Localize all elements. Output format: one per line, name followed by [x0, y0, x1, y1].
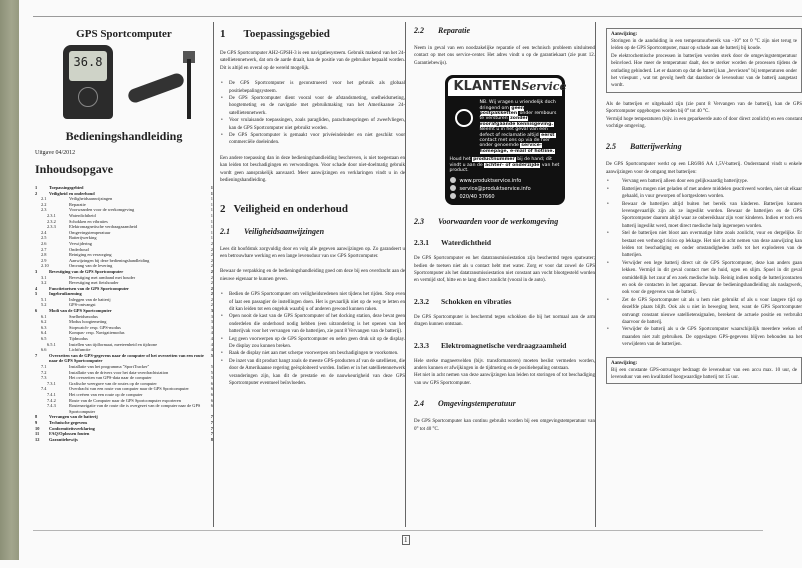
toc-page: 3 [210, 324, 213, 330]
toc-number: 2.7 [41, 246, 47, 252]
sec21-bullets [220, 291, 405, 387]
sec1-bullets [220, 80, 405, 147]
no-parcel-icon [455, 109, 473, 127]
service-product-number-note: Houd het productnummer bij de hand; dit vindt u aan de achter- of onderzijde van het product. [449, 157, 560, 174]
toc-page: 1 [210, 224, 213, 230]
toc-text: Stopwatch- resp. GPS-modus [69, 324, 121, 330]
sec1-intro: De GPS Sportcomputer AH2-GPSH-3 is een navigatiesysteem. Gebruik makend van het 24-satellietennetwerk, dat om de aarde draait, kan de positie van de gebruiker bepaald worden. Dit is altijd en overal op de wereld mogelijk. [220, 51, 405, 71]
toc-text: GPS-ontvangst [69, 302, 96, 308]
list-item: • Bewaar de batterijen altijd buiten het bereik van kinderen. Batterijen kunnen levensgevaarlijk zijn als ze ingeslikt worden. Bewaar de batterijen en de GPS Sportcomputer daarom altijd waar ze onbereikbaar zijn voor kinderen. Indien er toch een batterij ingeslikt werd, moet direct medische hulp ingeroepen worden. [606, 201, 802, 231]
toc-number: 2.8 [41, 252, 47, 258]
toc-number: 8 [35, 414, 38, 420]
toc-number: 11 [35, 431, 40, 437]
toc-number: 7.3 [41, 375, 47, 381]
sec22-p1: Neem in geval van een noodzakelijke reparatie of een technisch probleem uitsluitend contact op met ons service-center. Het adres vindt u op de garantiekaart (zie punt 12. Garantiebewijs). [414, 46, 595, 66]
sec24-after-p1: Als de batterijen er uitgehaald zijn (zie punt 8 Vervangen van de batterij), kan de GPS Sportcomputer opgeborgen worden bij 0° tot 40 °C. [606, 101, 802, 115]
toc-number: 4 [35, 285, 38, 291]
toc-text: Routenavigatie van de route die is overgezet van de computer naar de GPS Sportcomputer [69, 403, 201, 414]
toc-text: Het creëren van een route op de computer [69, 391, 143, 397]
note-p: Bij een constante GPS-ontvanger bedraagt de levensduur van een accu max. 10 uur, de levensduur van een kwalitatief hoogwaardige batterij tot 15 uur. [611, 367, 797, 381]
toc-page: 1 [210, 218, 213, 224]
sec21-p2: Bewaar de verpakking en de bedieningshandleiding goed om deze bij een overdracht aan de nieuwe eigenaar te kunnen geven. [220, 269, 405, 282]
toc-page: 6 [210, 380, 213, 386]
toc-text: Instellen van tijdformaat, meeteenheid en tijdzone [69, 341, 158, 347]
toc-number: 7.2 [41, 369, 47, 375]
toc-page: 1 [210, 229, 213, 235]
sec233-p2: Het niet in acht nemen van deze aanwijzingen kan leiden tot storingen of tot beschadiging van uw GPS Sportcomputer. [414, 373, 595, 386]
toc-page: 6 [210, 397, 213, 403]
section-2-4-heading: 2.4 Omgevingstemperatuur [414, 399, 516, 409]
toc-text: Inleggen van de batterij [69, 296, 111, 302]
section-2-3-2-heading: 2.3.2 Schokken en vibraties [414, 296, 512, 306]
list-item: • De GPS Sportcomputer is geconstrueerd voor het gebruik als globaal positiebepalingsysteem. [220, 80, 405, 95]
toc-number: 6.6 [41, 347, 47, 353]
section-2-3-heading [414, 217, 595, 226]
toc-number: 7.4.2 [47, 397, 56, 403]
toc-number: 3 [35, 268, 38, 274]
toc-number: 5 [35, 291, 38, 297]
toc-page: 2 [210, 296, 213, 302]
sec25-bullets [606, 178, 802, 348]
toc-text: Omvang van de levering [69, 263, 113, 269]
toc-text: Overzetten van de GPS-gegevens naar de computer of het overzetten van een route naar de GPS Sportcomputer [49, 352, 204, 364]
toc-page: 1 [210, 212, 213, 218]
device-display: 36.8 [69, 51, 107, 81]
note-title: Aanwijzing: [611, 360, 638, 366]
toc-text: Omgevingstemperatuur [69, 229, 111, 235]
toc-number: 7.4.1 [47, 391, 56, 397]
toc-page: 5 [210, 369, 213, 375]
toc-page: 4 [210, 341, 213, 347]
section-title: Toepassingsgebied [243, 28, 330, 40]
toc-page: 7 [210, 431, 213, 437]
manual-title: Bedieningshandleiding [65, 129, 183, 143]
sec231-p: De GPS Sportcomputer en het datatransmissiestation zijn beschermd tegen spatwater; bedien de toetsen niet als u contact hebt met water. Zorg er voor dat zowel de GPS Sportcomputer als het datatransmissiestation niet constant aan vocht blootgesteld worden en vermijd stof, hitte en te lang direct zonlicht (vooral in de auto). [414, 256, 595, 284]
toc-page: 6 [210, 386, 213, 392]
service-brand: KLANTENService [448, 78, 562, 96]
toc-number: 9 [35, 419, 38, 425]
toc-page: 2 [210, 268, 213, 274]
toc-page: 5 [210, 364, 213, 369]
toc-page: 6 [210, 391, 213, 397]
globe-icon [78, 87, 98, 107]
toc-page: 2 [210, 240, 213, 246]
toc-number: 3.2 [41, 280, 47, 286]
toc-number: 2.9 [41, 257, 47, 263]
toc-page: 2 [210, 246, 213, 252]
toc-text: Veiligheid en onderhoud [49, 190, 95, 196]
customer-service-box [445, 75, 565, 205]
toc-entry[interactable] [35, 437, 213, 443]
toc-page: 2 [210, 291, 213, 297]
toc-page: 4 [210, 330, 213, 336]
scan-edge [0, 0, 19, 560]
toc-text: Tijdmodus [69, 336, 88, 342]
section-title: Veiligheid en onderhoud [233, 202, 349, 215]
toc-page: 2 [210, 263, 213, 269]
toc-page: 2 [210, 285, 213, 291]
column-4 [595, 22, 802, 527]
product-image [35, 43, 213, 125]
list-item: • De GPS Sportcomputer dient vooral voor de afstandsmeting, snelheidsmeting, hoogtemeting en de navigatie met gebruikmaking van het Amerikaanse 24-satellietennetwerk. [220, 95, 405, 117]
toc-text: Het overzetten van GPS-data naar de computer [69, 375, 152, 381]
toc-text: Voorwaarden voor de werkomgeving [69, 207, 135, 213]
toc-text: Kompas- resp. Navigatiemodus [69, 330, 125, 336]
toc-text: Bevestiging van de GPS Sportcomputer [49, 268, 124, 274]
note-title: Aanwijzing: [611, 32, 638, 37]
toc-number: 6.3 [41, 324, 47, 330]
toc-page: 1 [210, 196, 213, 202]
list-item: • Open nooit de kast van de GPS Sportcomputer of het docking station, deze bevat geen onderdelen die onderhoud nodig hebben (een uitzondering is het openen van het batterijvak voor het vervangen van de batterijen, zie punt 8 Vervangen van de batterij). [220, 313, 405, 335]
toc-entry[interactable] [35, 353, 213, 364]
toc-number: 2.5 [41, 235, 47, 241]
service-notice: NB. Wij vragen u vriendelijk doch dringend om geen postpakketten onder rembours te versturen zonder voorafgaande kennisgeving. Neemt u in het geval van een defect of reclamatie altijd eerst contact met ons op via de hier onder genoemde service-homepage, e-mail of hotline. [479, 100, 557, 154]
phone-row: 020/40 37660 [450, 193, 560, 201]
toc-number: 7 [35, 352, 38, 358]
toc-text: Technische gegevens [49, 419, 88, 425]
toc-entry[interactable] [35, 403, 213, 414]
section-number: 2.3 [414, 217, 424, 227]
toc-number: 2.3.3 [47, 224, 56, 230]
toc-number: 2.4 [41, 229, 47, 235]
section-2-3-1-heading: 2.3.1 Waterdichtheid [414, 238, 491, 248]
toc-text: Garantiebewijs [49, 436, 78, 442]
docking-station-icon [126, 72, 185, 105]
toc-text: Veiligheidsaanwijzingen [69, 196, 113, 202]
toc-number: 2.10 [41, 263, 49, 269]
list-item: • Zet de GPS Sportcomputer uit als u hem niet gebruikt of als u voor langere tijd op dezelfde plaats blijft. Ook als u niet in beweging bent, want de GPS Sportcomputer ontvangt constant nieuwe satellietensignalen, berekent de actuele positie en verbruikt daarvoor de batterij. [606, 297, 802, 327]
toc-number: 7.4 [41, 386, 47, 392]
list-item: • Verwijder de batterij als u de GPS Sportcomputer waarschijnlijk meerdere weken of maanden niet zult gebruiken. De opgeslagen GPS-gegevens blijven behouden na het verwijderen van de batterijen. [606, 326, 802, 348]
toc-text: Lichtfunctie [69, 347, 91, 353]
toc-text: Elektromagnetische verdraagzaamheid [69, 224, 138, 230]
toc-text: Modus hoogtemeting [69, 319, 107, 325]
toc-number: 2.3 [41, 207, 47, 213]
sec21-p1: Lees dit hoofdstuk zorgvuldig door en volg alle gegeven aanwijzingen op. Zo garandeert u een betrouwbare werking en een lange levensduur van uw GPS Sportcomputer. [220, 246, 405, 259]
toc-number: 2.3.2 [47, 218, 56, 224]
toc-number: 7.4.3 [47, 403, 56, 409]
toc-page: 7 [210, 419, 213, 425]
section-2-3-3-heading: 2.3.3 Elektromagnetische verdraagzaamheid [414, 340, 567, 350]
toc-text: Vervangen van de batterij [49, 414, 98, 420]
list-item: • De GPS Sportcomputer is gemaakt voor privéeindeinder en niet geschikt voor commerciële doeleinden. [220, 132, 405, 147]
toc-page: 1 [210, 235, 213, 241]
toc-text: Reiniging en verzorging [69, 252, 112, 258]
toc-text: Conformiteitsverklaring [49, 425, 95, 431]
toc-number: 10 [35, 425, 40, 431]
toc-page: 5 [210, 375, 213, 381]
section-1-heading [220, 28, 405, 40]
toc-number: 2.1 [41, 196, 47, 202]
page-number: 1 [404, 536, 408, 544]
toc-page: 1 [210, 201, 213, 207]
toc-number: 2.3.1 [47, 212, 56, 218]
toc-text: Reparatie [69, 201, 86, 207]
toc-number: 7.1 [41, 364, 47, 369]
section-number: 2.2 [414, 26, 424, 35]
toc-text: Snelheidsmodus [69, 313, 98, 319]
list-item: • De inzet van dit product hangt zoals de meeste GPS-producten af van de satellieten, die door de Amerikaanse regering geëxploiteerd worden. Indien er in het satellietennetwerk veranderingen zijn, kan dit de prestatie en de nauwkeurigheid van deze GPS Sportcomputer eventueel beïnvloeden. [220, 358, 405, 388]
section-number: 2.1 [220, 226, 230, 236]
toc-number: 2 [35, 190, 38, 196]
toc-text: Bevestiging met fietshouder [69, 280, 119, 286]
toc-page: 3 [210, 319, 213, 325]
cable-icon [187, 59, 191, 119]
edition-label: Uitgave 04/2012 [35, 150, 76, 156]
toc-text: Verwijdering [69, 240, 92, 246]
toc-number: 6.2 [41, 319, 47, 325]
section-2-5-heading: 2.5 Batterijwerking [606, 142, 682, 152]
email-row[interactable]: service@produktservice.info [450, 185, 560, 193]
section-number: 1 [220, 28, 226, 40]
toc-page: 7 [210, 414, 213, 420]
toc-page: 2 [210, 302, 213, 308]
toc-text: Ingebruikneming [49, 291, 82, 297]
website-row[interactable]: www.produktservice.info [450, 177, 560, 185]
list-item: • Stel de batterijen niet bloot aan overmatige hitte zoals zonlicht, vuur en dergelijke. Er bestaat een verhoogd risico op lekkage. Het niet in acht nemen van deze aanwijzing kan leiden tot beschadiging en onder omstandigheden zelfs tot het exploderen van de batterijen. [606, 230, 802, 260]
toc-page: 8 [210, 436, 213, 442]
toc-page: 1 [210, 185, 213, 190]
top-rule [33, 16, 802, 17]
toc-number: 5.2 [41, 302, 47, 308]
bottom-rule [33, 530, 763, 531]
toc-number: 5.1 [41, 296, 47, 302]
list-item: • Bedien de GPS Sportcomputer om veiligheidsredenen niet tijdens het rijden. Stop even of laat een passagier de instellingen doen. Het is gevaarlijk niet op de weg te letten en dit kan leiden tot een ongeluk waarbij u of anderen gewond kunnen raken. [220, 291, 405, 313]
sec25-p: De GPS Sportcomputer werkt op een LR6/R6 AA 1,5V-batterij. Onderstaand vindt u enkele aanwijzingen voor de omgang met batterijen: [606, 162, 802, 175]
toc-number: 3.1 [41, 274, 47, 280]
section-number: 2 [220, 202, 226, 215]
toc-text: Aanwijzingen bij deze bedieningshandleiding [69, 257, 150, 263]
service-contacts [450, 177, 560, 201]
sec24-p: De GPS Sportcomputer kan continu gebruikt worden bij een omgevingstemperatuur van 0° tot 40 °C. [414, 419, 595, 432]
table-of-contents [35, 185, 213, 442]
toc-text: Overdracht van een route van computer naar de GPS Sportcomputer [69, 386, 189, 392]
toc-text: Installatie van het programma "SportTracker" [69, 364, 150, 369]
note-box-battery-life [606, 357, 802, 385]
note-p2: De elektrochemische processen in batterijen worden sterk door de omgevingstemperatuur beïnvloed. Hoe meer de temperatuur daalt, des te sterker worden de processen tijdens de ontlading gehinderd. Let er daarom op dat de batterij kan „bevriezen" bij temperaturen onder het vriespunt , wat tot gevolg heeft dat daardoor de levensduur van de batterij aangetast wordt. [611, 53, 797, 89]
toc-page: 3 [210, 308, 213, 314]
list-item: • Voor vrulaisande toepassingen, zoals paragliden, parachutespringen of zweefvliegen, kan de GPS Sportcomputer niet gebruikt worden. [220, 117, 405, 132]
toc-text: Functietoetsen van de GPS Sportcomputer [49, 285, 130, 291]
globe-icon [450, 177, 456, 183]
toc-title: Inhoudsopgave [35, 162, 114, 176]
toc-number: 6.5.1 [47, 341, 56, 347]
toc-text: Installatie van de drivers voor het data-overdrachtstation [69, 369, 169, 375]
toc-page: 7 [210, 425, 213, 431]
toc-page: 2 [210, 274, 213, 280]
cover-column [35, 22, 213, 527]
toc-text: Schokken en vibraties [69, 218, 108, 224]
toc-number: 2.6 [41, 240, 47, 246]
toc-number: 6.4 [41, 330, 47, 336]
toc-page: 2 [210, 280, 213, 286]
list-item: • Leg geen voorwerpen op de GPS Sportcomputer en oefen geen druk uit op de display. De display zou kunnen breken. [220, 336, 405, 351]
toc-text: Onderhoud [69, 246, 89, 252]
toc-number: 12 [35, 436, 40, 442]
section-title: Veiligheidsaanwijzingen [244, 226, 325, 236]
toc-page: 2 [210, 257, 213, 263]
toc-number: 7.3.1 [47, 380, 56, 386]
gps-device-icon [63, 45, 113, 119]
document-title: GPS Sportcomputer [76, 28, 172, 40]
note-box-temperature [606, 28, 802, 93]
toc-text: Waterdichtheid [69, 212, 96, 218]
toc-page: 1 [210, 207, 213, 213]
toc-text: FAQ/Oplossen fouten [49, 431, 90, 437]
sec232-p: De GPS Sportcomputer is beschermd tegen schokken die bij het normaal aan de arm dragen kunnen ontstaan. [414, 314, 595, 328]
toc-page: 5 [210, 352, 213, 358]
toc-text: Bevestiging met armband met houder [69, 274, 136, 280]
toc-page: 4 [210, 336, 213, 342]
list-item: • Batterijen mogen niet geladen of met andere middelen geactiveerd worden, niet uit elkaar gehaald, in vuur geworpen of kortgesloten worden. [606, 186, 802, 201]
toc-text: Toepassingsgebied [49, 185, 84, 190]
section-title: Reparatie [438, 26, 470, 35]
sec233-p1: Hele sterke magneetvelden (bijv. transformatoren) moeten beslist vermeden worden, anders kunnen er afwijkingen in de tijdmeting en de positiebepaling ontstaan. [414, 358, 595, 372]
toc-number: 6.5 [41, 336, 47, 342]
toc-text: Batterijwerking [69, 235, 97, 241]
toc-number: 6.1 [41, 313, 47, 319]
note-p1: Storingen in de aanduiding in een temperatuurbereik van -10° tot 0 °C zijn niet terug te leiden op de GPS Sportcomputer, maar op schade aan de batterij bij koude. [611, 39, 797, 52]
list-item: • Verwijder een lege batterij direct uit de GPS Sportcomputer, deze kan anders gaan lekken. Vermijd in dit geval contact met de huid, ogen en slijm. Spoel in dit geval onmiddellijk het zuur af en zoek medische hulp. Reinig indien nodig de batterijcontacten en ook de contacten in het apparaat. Bewaar de bedieningshandleiding als naslagwerk, ook voor de gegevens van de batterij. [606, 260, 802, 297]
email-icon [450, 185, 456, 191]
sec1-outro: Een andere toepassing dan in deze bedieningshandleiding beschreven, is niet toegestaan en kan leiden tot beschadigingen en verwondingen. Voor schade door niet-doelmatig gebruik wordt geen aansprakelijk aanvaard. Meer aanwijzingen en verklaringen vindt u in de bedieningshandleiding. [220, 155, 405, 184]
column-2 [213, 22, 405, 527]
toc-number: 2.2 [41, 201, 47, 207]
toc-number: 1 [35, 185, 38, 190]
toc-text: Route van de Computer naar de GPS Sportcomputer exporteren [69, 397, 181, 403]
toc-text: Modi van de GPS Sportcomputer [49, 308, 112, 314]
toc-page: 2 [210, 252, 213, 258]
column-3 [405, 22, 595, 527]
toc-page: 1 [210, 190, 213, 196]
section-2-2-heading [414, 26, 595, 35]
section-2-1-heading [220, 227, 405, 236]
sec24-after-p2: Vermijd hoge temperaturen (bijv. in een geparkeerde auto of door direct zonlicht) en een constant vochtige omgeving. [606, 116, 802, 130]
toc-page: 6 [210, 403, 213, 409]
list-item: • Raak de display niet aan met scherpe voorwerpen om beschadigingen te voorkomen. [220, 350, 405, 357]
section-2-heading [220, 203, 405, 215]
toc-number: 6 [35, 308, 38, 314]
toc-page: 3 [210, 313, 213, 319]
phone-icon [450, 193, 456, 199]
toc-text: Grafische weergave van de routes op de computer [69, 380, 157, 386]
section-title: Voorwaarden voor de werkomgeving [438, 217, 559, 227]
list-item: • Vervang een batterij alleen door een gelijkwaardig batterijtype. [606, 178, 802, 185]
toc-page: 4 [210, 347, 213, 353]
